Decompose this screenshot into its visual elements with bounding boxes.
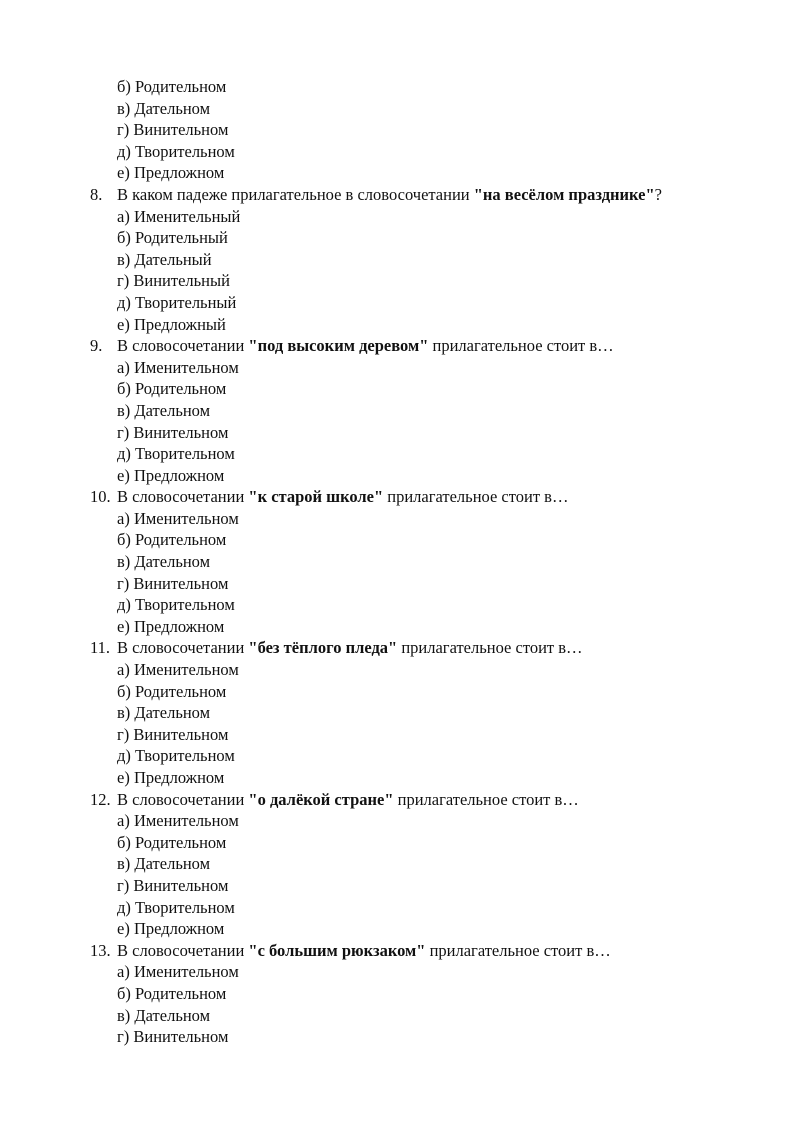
question-suffix: прилагательное стоит в… [393,789,579,809]
answer-option: е) Предложный [117,314,226,334]
answer-option: в) Дательном [117,98,211,118]
question-prefix: В словосочетании [117,940,249,960]
question-suffix: прилагательное стоит в… [428,336,614,356]
question-number: 9. [90,336,103,356]
answer-option: д) Творительном [117,897,235,917]
answer-option: д) Творительном [117,746,235,766]
question-number: 13. [90,940,111,960]
answer-option: в) Дательном [117,400,211,420]
question-suffix: ? [654,184,662,204]
answer-option: е) Предложном [117,163,225,183]
question-text [0,637,800,659]
question-prefix: В словосочетании [117,638,249,658]
answer-option: а) Именительный [117,206,241,226]
answer-option: в) Дательный [117,249,212,269]
question-prefix: В словосочетании [117,789,249,809]
question-text [0,335,800,357]
question-10 [0,486,800,637]
answer-option: г) Винительном [117,422,229,442]
answer-option: а) Именительном [117,357,239,377]
question-prefix: В словосочетании [117,336,249,356]
answer-option: д) Творительный [117,292,237,312]
answer-option: г) Винительном [117,120,229,140]
question-number: 10. [90,487,111,507]
answer-option: г) Винительном [117,1027,229,1047]
question-phrase: "к старой школе" [248,487,384,507]
question-phrase: "на весёлом празднике" [473,184,655,204]
answer-option: д) Творительном [117,595,235,615]
question-text [0,486,800,508]
answer-option: а) Именительном [117,962,239,982]
question-text [0,940,800,962]
question-phrase: "с большим рюкзаком" [248,940,426,960]
question-12 [0,789,800,940]
question-11 [0,637,800,788]
answer-option: а) Именительном [117,508,239,528]
answer-option: в) Дательном [117,1005,211,1025]
answer-option: е) Предложном [117,919,225,939]
question-13 [0,940,800,1048]
question-prefix: В словосочетании [117,487,249,507]
question-phrase: "под высоким деревом" [248,336,429,356]
answer-option: е) Предложном [117,616,225,636]
question-number: 11. [90,638,111,658]
answer-option: б) Родительном [117,681,227,701]
question-suffix: прилагательное стоит в… [383,487,569,507]
answer-option: г) Винительном [117,573,229,593]
question-number: 8. [90,184,103,204]
answer-option: б) Родительном [117,379,227,399]
question-number: 12. [90,789,111,809]
question-text [0,789,800,811]
question-phrase: "без тёплого пледа" [248,638,398,658]
continued-options [0,76,800,184]
answer-option: г) Винительном [117,875,229,895]
answer-option: б) Родительном [117,77,227,96]
answer-option: б) Родительный [117,228,228,248]
question-8 [0,184,800,335]
answer-option: е) Предложном [117,465,225,485]
answer-option: д) Творительном [117,141,235,161]
answer-option: в) Дательном [117,703,211,723]
answer-option: б) Родительном [117,832,227,852]
question-prefix: В каком падеже прилагательное в словосочетании [117,184,474,204]
document-page [0,76,800,1048]
answer-option: в) Дательном [117,854,211,874]
answer-option: а) Именительном [117,811,239,831]
answer-option: г) Винительном [117,724,229,744]
answer-option: в) Дательном [117,552,211,572]
question-suffix: прилагательное стоит в… [397,638,583,658]
answer-option: б) Родительном [117,530,227,550]
answer-option: д) Творительном [117,444,235,464]
question-9 [0,335,800,486]
question-phrase: "о далёкой стране" [248,789,394,809]
question-suffix: прилагательное стоит в… [425,940,611,960]
answer-option: г) Винительный [117,271,230,291]
answer-option: е) Предложном [117,768,225,787]
question-text [0,184,800,206]
answer-option: б) Родительном [117,983,227,1003]
answer-option: а) Именительном [117,660,239,680]
